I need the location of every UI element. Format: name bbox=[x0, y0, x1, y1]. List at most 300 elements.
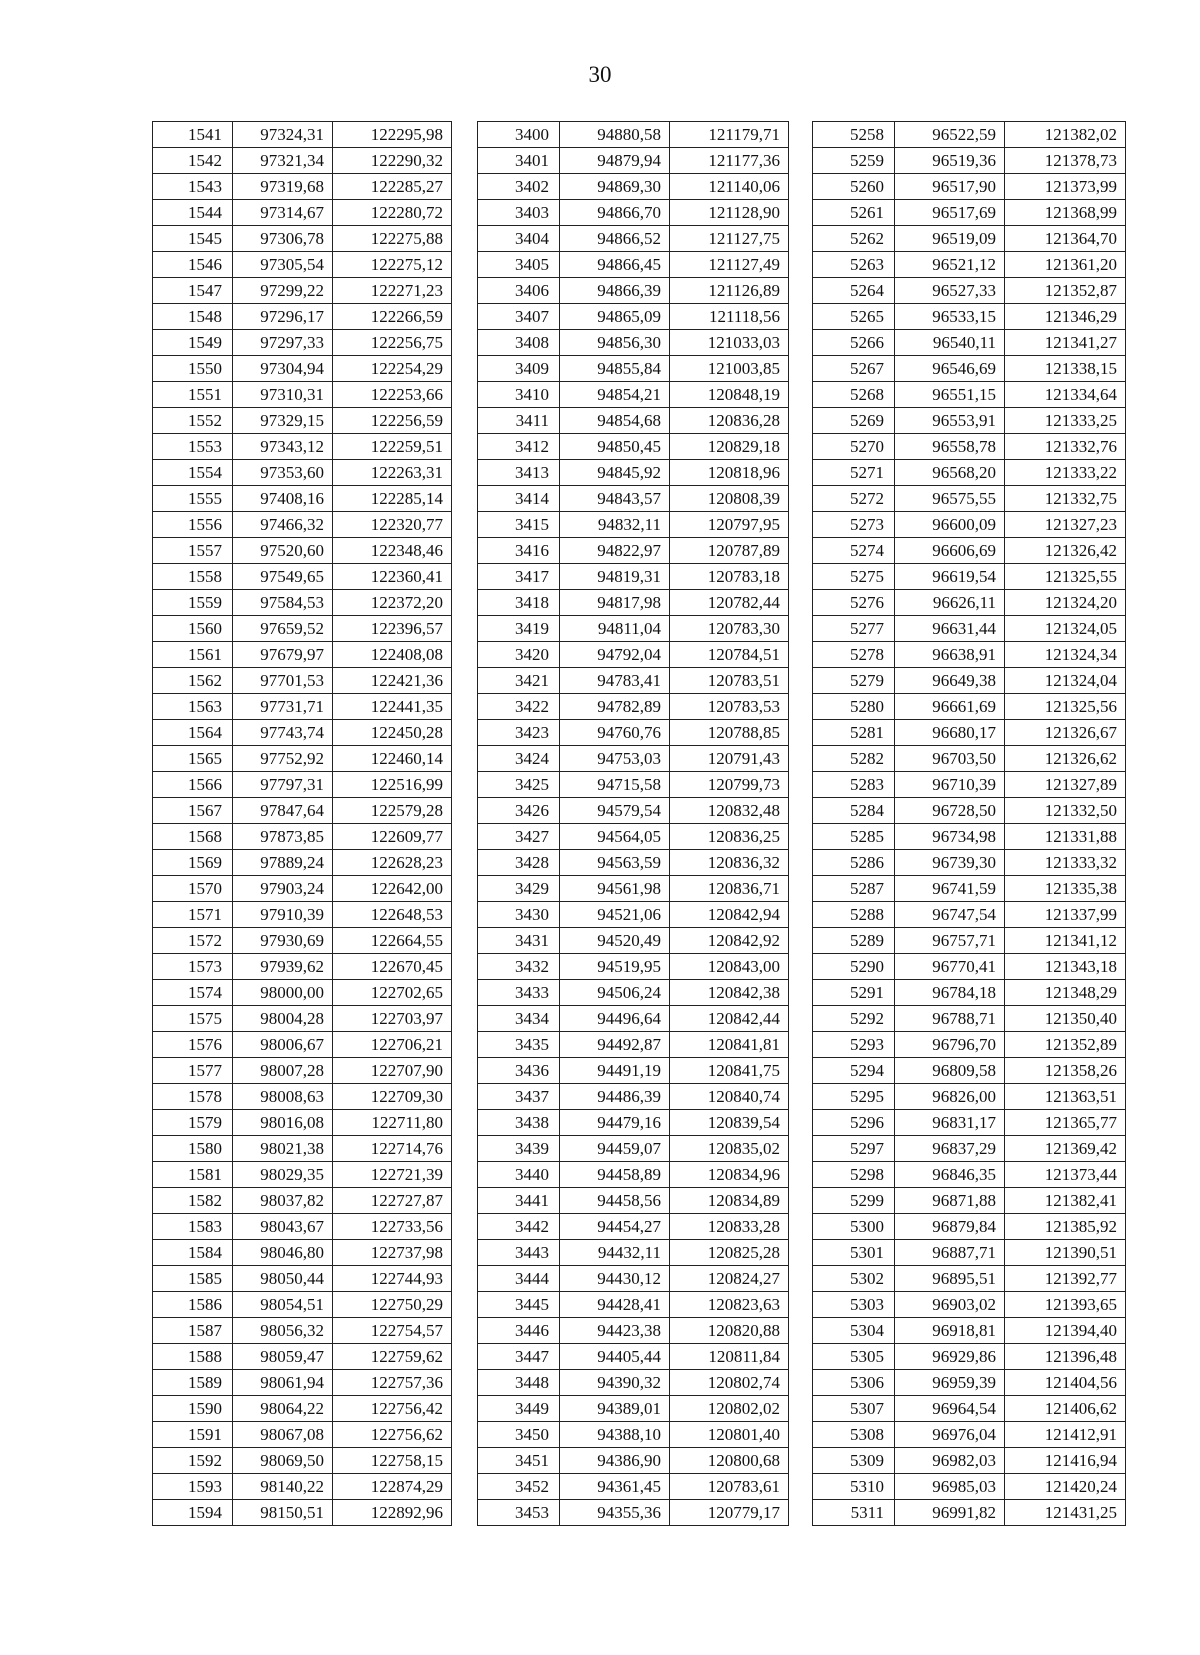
x-coordinate-cell: 97584,53 bbox=[233, 590, 333, 616]
y-coordinate-cell: 122754,57 bbox=[333, 1318, 452, 1344]
y-coordinate-cell: 122516,99 bbox=[333, 772, 452, 798]
point-number-cell: 5291 bbox=[813, 980, 895, 1006]
table-row bbox=[478, 408, 789, 434]
y-coordinate-cell: 120842,44 bbox=[670, 1006, 789, 1032]
coordinates-table-1 bbox=[152, 121, 452, 1526]
y-coordinate-cell: 121338,15 bbox=[1005, 356, 1126, 382]
y-coordinate-cell: 121326,67 bbox=[1005, 720, 1126, 746]
y-coordinate-cell: 121324,05 bbox=[1005, 616, 1126, 642]
y-coordinate-cell: 121343,18 bbox=[1005, 954, 1126, 980]
y-coordinate-cell: 120808,39 bbox=[670, 486, 789, 512]
y-coordinate-cell: 121332,50 bbox=[1005, 798, 1126, 824]
x-coordinate-cell: 98140,22 bbox=[233, 1474, 333, 1500]
y-coordinate-cell: 121140,06 bbox=[670, 174, 789, 200]
x-coordinate-cell: 96626,11 bbox=[895, 590, 1005, 616]
point-number-cell: 3404 bbox=[478, 226, 560, 252]
table-row bbox=[813, 122, 1126, 148]
point-number-cell: 3451 bbox=[478, 1448, 560, 1474]
table-row bbox=[813, 1500, 1126, 1526]
x-coordinate-cell: 94845,92 bbox=[560, 460, 670, 486]
x-coordinate-cell: 97752,92 bbox=[233, 746, 333, 772]
table-row bbox=[813, 486, 1126, 512]
table-row bbox=[153, 460, 452, 486]
y-coordinate-cell: 121416,94 bbox=[1005, 1448, 1126, 1474]
table-row bbox=[813, 356, 1126, 382]
y-coordinate-cell: 120833,28 bbox=[670, 1214, 789, 1240]
y-coordinate-cell: 120791,43 bbox=[670, 746, 789, 772]
point-number-cell: 3452 bbox=[478, 1474, 560, 1500]
y-coordinate-cell: 121334,64 bbox=[1005, 382, 1126, 408]
x-coordinate-cell: 97466,32 bbox=[233, 512, 333, 538]
y-coordinate-cell: 122396,57 bbox=[333, 616, 452, 642]
point-number-cell: 3442 bbox=[478, 1214, 560, 1240]
y-coordinate-cell: 121327,23 bbox=[1005, 512, 1126, 538]
x-coordinate-cell: 96747,54 bbox=[895, 902, 1005, 928]
point-number-cell: 1558 bbox=[153, 564, 233, 590]
point-number-cell: 5261 bbox=[813, 200, 895, 226]
table-row bbox=[153, 382, 452, 408]
table-row bbox=[153, 1110, 452, 1136]
point-number-cell: 3407 bbox=[478, 304, 560, 330]
y-coordinate-cell: 122450,28 bbox=[333, 720, 452, 746]
table-row bbox=[813, 928, 1126, 954]
table-row bbox=[813, 174, 1126, 200]
y-coordinate-cell: 120788,85 bbox=[670, 720, 789, 746]
table-row bbox=[478, 980, 789, 1006]
point-number-cell: 1571 bbox=[153, 902, 233, 928]
table-row bbox=[478, 486, 789, 512]
point-number-cell: 1555 bbox=[153, 486, 233, 512]
y-coordinate-cell: 121364,70 bbox=[1005, 226, 1126, 252]
table-row bbox=[153, 122, 452, 148]
point-number-cell: 1556 bbox=[153, 512, 233, 538]
y-coordinate-cell: 122664,55 bbox=[333, 928, 452, 954]
table-row bbox=[153, 1006, 452, 1032]
x-coordinate-cell: 96661,69 bbox=[895, 694, 1005, 720]
point-number-cell: 1585 bbox=[153, 1266, 233, 1292]
table-row bbox=[153, 642, 452, 668]
y-coordinate-cell: 121127,49 bbox=[670, 252, 789, 278]
x-coordinate-cell: 97903,24 bbox=[233, 876, 333, 902]
point-number-cell: 1568 bbox=[153, 824, 233, 850]
point-number-cell: 1587 bbox=[153, 1318, 233, 1344]
y-coordinate-cell: 121352,87 bbox=[1005, 278, 1126, 304]
table-row bbox=[478, 434, 789, 460]
y-coordinate-cell: 120825,28 bbox=[670, 1240, 789, 1266]
x-coordinate-cell: 98000,00 bbox=[233, 980, 333, 1006]
x-coordinate-cell: 96522,59 bbox=[895, 122, 1005, 148]
table-row bbox=[478, 564, 789, 590]
y-coordinate-cell: 121406,62 bbox=[1005, 1396, 1126, 1422]
x-coordinate-cell: 94866,70 bbox=[560, 200, 670, 226]
x-coordinate-cell: 94869,30 bbox=[560, 174, 670, 200]
table-row bbox=[153, 1266, 452, 1292]
point-number-cell: 5269 bbox=[813, 408, 895, 434]
y-coordinate-cell: 121003,85 bbox=[670, 356, 789, 382]
point-number-cell: 3428 bbox=[478, 850, 560, 876]
table-row bbox=[153, 1188, 452, 1214]
x-coordinate-cell: 97304,94 bbox=[233, 356, 333, 382]
point-number-cell: 5285 bbox=[813, 824, 895, 850]
x-coordinate-cell: 94856,30 bbox=[560, 330, 670, 356]
x-coordinate-cell: 98004,28 bbox=[233, 1006, 333, 1032]
point-number-cell: 3446 bbox=[478, 1318, 560, 1344]
x-coordinate-cell: 98069,50 bbox=[233, 1448, 333, 1474]
x-coordinate-cell: 94854,68 bbox=[560, 408, 670, 434]
table-row bbox=[813, 616, 1126, 642]
y-coordinate-cell: 121331,88 bbox=[1005, 824, 1126, 850]
x-coordinate-cell: 94880,58 bbox=[560, 122, 670, 148]
y-coordinate-cell: 121350,40 bbox=[1005, 1006, 1126, 1032]
point-number-cell: 5290 bbox=[813, 954, 895, 980]
table-row bbox=[153, 1318, 452, 1344]
y-coordinate-cell: 122256,59 bbox=[333, 408, 452, 434]
y-coordinate-cell: 122714,76 bbox=[333, 1136, 452, 1162]
y-coordinate-cell: 121126,89 bbox=[670, 278, 789, 304]
y-coordinate-cell: 121327,89 bbox=[1005, 772, 1126, 798]
table-row bbox=[153, 304, 452, 330]
point-number-cell: 1547 bbox=[153, 278, 233, 304]
y-coordinate-cell: 120842,38 bbox=[670, 980, 789, 1006]
coordinates-table-3 bbox=[812, 121, 1126, 1526]
table-row bbox=[813, 1214, 1126, 1240]
x-coordinate-cell: 97296,17 bbox=[233, 304, 333, 330]
table-row bbox=[153, 330, 452, 356]
point-number-cell: 1570 bbox=[153, 876, 233, 902]
x-coordinate-cell: 94521,06 bbox=[560, 902, 670, 928]
x-coordinate-cell: 94454,27 bbox=[560, 1214, 670, 1240]
x-coordinate-cell: 94491,19 bbox=[560, 1058, 670, 1084]
table-row bbox=[813, 278, 1126, 304]
table-row bbox=[478, 746, 789, 772]
table-row bbox=[813, 1188, 1126, 1214]
table-row bbox=[153, 1500, 452, 1526]
y-coordinate-cell: 121333,32 bbox=[1005, 850, 1126, 876]
x-coordinate-cell: 97910,39 bbox=[233, 902, 333, 928]
y-coordinate-cell: 122579,28 bbox=[333, 798, 452, 824]
y-coordinate-cell: 120835,02 bbox=[670, 1136, 789, 1162]
y-coordinate-cell: 120840,74 bbox=[670, 1084, 789, 1110]
x-coordinate-cell: 96553,91 bbox=[895, 408, 1005, 434]
y-coordinate-cell: 122750,29 bbox=[333, 1292, 452, 1318]
x-coordinate-cell: 97731,71 bbox=[233, 694, 333, 720]
table-row bbox=[478, 1058, 789, 1084]
table-row bbox=[478, 824, 789, 850]
x-coordinate-cell: 94564,05 bbox=[560, 824, 670, 850]
x-coordinate-cell: 96519,09 bbox=[895, 226, 1005, 252]
y-coordinate-cell: 122441,35 bbox=[333, 694, 452, 720]
point-number-cell: 1543 bbox=[153, 174, 233, 200]
y-coordinate-cell: 121324,04 bbox=[1005, 668, 1126, 694]
table-row bbox=[478, 1214, 789, 1240]
y-coordinate-cell: 121373,99 bbox=[1005, 174, 1126, 200]
point-number-cell: 1573 bbox=[153, 954, 233, 980]
table-row bbox=[813, 798, 1126, 824]
y-coordinate-cell: 121363,51 bbox=[1005, 1084, 1126, 1110]
point-number-cell: 3412 bbox=[478, 434, 560, 460]
y-coordinate-cell: 120820,88 bbox=[670, 1318, 789, 1344]
point-number-cell: 5272 bbox=[813, 486, 895, 512]
x-coordinate-cell: 97310,31 bbox=[233, 382, 333, 408]
point-number-cell: 1581 bbox=[153, 1162, 233, 1188]
table-row bbox=[478, 616, 789, 642]
x-coordinate-cell: 96871,88 bbox=[895, 1188, 1005, 1214]
y-coordinate-cell: 120818,96 bbox=[670, 460, 789, 486]
y-coordinate-cell: 121326,62 bbox=[1005, 746, 1126, 772]
point-number-cell: 1542 bbox=[153, 148, 233, 174]
point-number-cell: 1592 bbox=[153, 1448, 233, 1474]
y-coordinate-cell: 120783,53 bbox=[670, 694, 789, 720]
y-coordinate-cell: 120839,54 bbox=[670, 1110, 789, 1136]
x-coordinate-cell: 94782,89 bbox=[560, 694, 670, 720]
x-coordinate-cell: 97299,22 bbox=[233, 278, 333, 304]
table-row bbox=[153, 798, 452, 824]
x-coordinate-cell: 97659,52 bbox=[233, 616, 333, 642]
table-row bbox=[478, 304, 789, 330]
y-coordinate-cell: 121341,27 bbox=[1005, 330, 1126, 356]
table-row bbox=[153, 1474, 452, 1500]
y-coordinate-cell: 122744,93 bbox=[333, 1266, 452, 1292]
point-number-cell: 5258 bbox=[813, 122, 895, 148]
y-coordinate-cell: 120783,30 bbox=[670, 616, 789, 642]
y-coordinate-cell: 121333,22 bbox=[1005, 460, 1126, 486]
x-coordinate-cell: 98046,80 bbox=[233, 1240, 333, 1266]
x-coordinate-cell: 96649,38 bbox=[895, 668, 1005, 694]
x-coordinate-cell: 94458,56 bbox=[560, 1188, 670, 1214]
y-coordinate-cell: 121348,29 bbox=[1005, 980, 1126, 1006]
point-number-cell: 5288 bbox=[813, 902, 895, 928]
x-coordinate-cell: 96809,58 bbox=[895, 1058, 1005, 1084]
x-coordinate-cell: 98059,47 bbox=[233, 1344, 333, 1370]
x-coordinate-cell: 94811,04 bbox=[560, 616, 670, 642]
y-coordinate-cell: 121326,42 bbox=[1005, 538, 1126, 564]
x-coordinate-cell: 94865,09 bbox=[560, 304, 670, 330]
x-coordinate-cell: 96964,54 bbox=[895, 1396, 1005, 1422]
x-coordinate-cell: 96517,90 bbox=[895, 174, 1005, 200]
point-number-cell: 1593 bbox=[153, 1474, 233, 1500]
table-row bbox=[153, 824, 452, 850]
x-coordinate-cell: 94496,64 bbox=[560, 1006, 670, 1032]
point-number-cell: 1561 bbox=[153, 642, 233, 668]
point-number-cell: 5294 bbox=[813, 1058, 895, 1084]
y-coordinate-cell: 121127,75 bbox=[670, 226, 789, 252]
y-coordinate-cell: 120836,32 bbox=[670, 850, 789, 876]
x-coordinate-cell: 96831,17 bbox=[895, 1110, 1005, 1136]
x-coordinate-cell: 97797,31 bbox=[233, 772, 333, 798]
point-number-cell: 1580 bbox=[153, 1136, 233, 1162]
table-row bbox=[813, 1344, 1126, 1370]
y-coordinate-cell: 121346,29 bbox=[1005, 304, 1126, 330]
y-coordinate-cell: 121325,55 bbox=[1005, 564, 1126, 590]
point-number-cell: 5287 bbox=[813, 876, 895, 902]
point-number-cell: 5271 bbox=[813, 460, 895, 486]
x-coordinate-cell: 96903,02 bbox=[895, 1292, 1005, 1318]
table-row bbox=[478, 1500, 789, 1526]
table-row bbox=[153, 746, 452, 772]
y-coordinate-cell: 121373,44 bbox=[1005, 1162, 1126, 1188]
table-row bbox=[153, 356, 452, 382]
table-row bbox=[813, 1396, 1126, 1422]
x-coordinate-cell: 96846,35 bbox=[895, 1162, 1005, 1188]
y-coordinate-cell: 121431,25 bbox=[1005, 1500, 1126, 1526]
table-row bbox=[153, 1292, 452, 1318]
y-coordinate-cell: 122758,15 bbox=[333, 1448, 452, 1474]
table-row bbox=[478, 772, 789, 798]
y-coordinate-cell: 120787,89 bbox=[670, 538, 789, 564]
table-row bbox=[478, 850, 789, 876]
table-row bbox=[813, 1474, 1126, 1500]
x-coordinate-cell: 96619,54 bbox=[895, 564, 1005, 590]
table-row bbox=[478, 1396, 789, 1422]
x-coordinate-cell: 96703,50 bbox=[895, 746, 1005, 772]
table-row bbox=[813, 408, 1126, 434]
table-row bbox=[813, 382, 1126, 408]
point-number-cell: 5295 bbox=[813, 1084, 895, 1110]
point-number-cell: 5273 bbox=[813, 512, 895, 538]
point-number-cell: 5262 bbox=[813, 226, 895, 252]
table-row bbox=[813, 1422, 1126, 1448]
x-coordinate-cell: 94405,44 bbox=[560, 1344, 670, 1370]
x-coordinate-cell: 94819,31 bbox=[560, 564, 670, 590]
point-number-cell: 5293 bbox=[813, 1032, 895, 1058]
y-coordinate-cell: 121412,91 bbox=[1005, 1422, 1126, 1448]
x-coordinate-cell: 94520,49 bbox=[560, 928, 670, 954]
point-number-cell: 5309 bbox=[813, 1448, 895, 1474]
x-coordinate-cell: 94753,03 bbox=[560, 746, 670, 772]
point-number-cell: 3411 bbox=[478, 408, 560, 434]
x-coordinate-cell: 96739,30 bbox=[895, 850, 1005, 876]
y-coordinate-cell: 120832,48 bbox=[670, 798, 789, 824]
table-row bbox=[153, 1448, 452, 1474]
table-row bbox=[153, 720, 452, 746]
x-coordinate-cell: 98067,08 bbox=[233, 1422, 333, 1448]
table-row bbox=[478, 642, 789, 668]
x-coordinate-cell: 94389,01 bbox=[560, 1396, 670, 1422]
table-row bbox=[478, 1422, 789, 1448]
y-coordinate-cell: 122275,12 bbox=[333, 252, 452, 278]
y-coordinate-cell: 121378,73 bbox=[1005, 148, 1126, 174]
x-coordinate-cell: 94792,04 bbox=[560, 642, 670, 668]
x-coordinate-cell: 97305,54 bbox=[233, 252, 333, 278]
x-coordinate-cell: 94423,38 bbox=[560, 1318, 670, 1344]
table-row bbox=[813, 1032, 1126, 1058]
y-coordinate-cell: 121332,75 bbox=[1005, 486, 1126, 512]
point-number-cell: 5301 bbox=[813, 1240, 895, 1266]
table-row bbox=[153, 954, 452, 980]
x-coordinate-cell: 96976,04 bbox=[895, 1422, 1005, 1448]
point-number-cell: 3418 bbox=[478, 590, 560, 616]
point-number-cell: 5263 bbox=[813, 252, 895, 278]
x-coordinate-cell: 94850,45 bbox=[560, 434, 670, 460]
x-coordinate-cell: 94561,98 bbox=[560, 876, 670, 902]
x-coordinate-cell: 94506,24 bbox=[560, 980, 670, 1006]
table-row bbox=[153, 486, 452, 512]
y-coordinate-cell: 122874,29 bbox=[333, 1474, 452, 1500]
y-coordinate-cell: 122460,14 bbox=[333, 746, 452, 772]
y-coordinate-cell: 120823,63 bbox=[670, 1292, 789, 1318]
x-coordinate-cell: 98016,08 bbox=[233, 1110, 333, 1136]
y-coordinate-cell: 122263,31 bbox=[333, 460, 452, 486]
point-number-cell: 5286 bbox=[813, 850, 895, 876]
point-number-cell: 1560 bbox=[153, 616, 233, 642]
table-row bbox=[478, 122, 789, 148]
point-number-cell: 1546 bbox=[153, 252, 233, 278]
point-number-cell: 5297 bbox=[813, 1136, 895, 1162]
x-coordinate-cell: 96929,86 bbox=[895, 1344, 1005, 1370]
point-number-cell: 5296 bbox=[813, 1110, 895, 1136]
table-row bbox=[478, 1240, 789, 1266]
x-coordinate-cell: 96991,82 bbox=[895, 1500, 1005, 1526]
x-coordinate-cell: 97873,85 bbox=[233, 824, 333, 850]
x-coordinate-cell: 97408,16 bbox=[233, 486, 333, 512]
x-coordinate-cell: 98037,82 bbox=[233, 1188, 333, 1214]
table-row bbox=[478, 1318, 789, 1344]
point-number-cell: 3449 bbox=[478, 1396, 560, 1422]
table-row bbox=[813, 1136, 1126, 1162]
page-number: 30 bbox=[588, 62, 612, 87]
table-row bbox=[478, 1162, 789, 1188]
y-coordinate-cell: 120841,75 bbox=[670, 1058, 789, 1084]
y-coordinate-cell: 120836,28 bbox=[670, 408, 789, 434]
point-number-cell: 1572 bbox=[153, 928, 233, 954]
x-coordinate-cell: 96788,71 bbox=[895, 1006, 1005, 1032]
x-coordinate-cell: 94492,87 bbox=[560, 1032, 670, 1058]
table-row bbox=[478, 1292, 789, 1318]
x-coordinate-cell: 98029,35 bbox=[233, 1162, 333, 1188]
table-row bbox=[813, 1292, 1126, 1318]
x-coordinate-cell: 96895,51 bbox=[895, 1266, 1005, 1292]
point-number-cell: 1567 bbox=[153, 798, 233, 824]
x-coordinate-cell: 98056,32 bbox=[233, 1318, 333, 1344]
y-coordinate-cell: 122408,08 bbox=[333, 642, 452, 668]
x-coordinate-cell: 94386,90 bbox=[560, 1448, 670, 1474]
x-coordinate-cell: 94817,98 bbox=[560, 590, 670, 616]
table-row bbox=[153, 252, 452, 278]
point-number-cell: 3421 bbox=[478, 668, 560, 694]
y-coordinate-cell: 122727,87 bbox=[333, 1188, 452, 1214]
x-coordinate-cell: 96551,15 bbox=[895, 382, 1005, 408]
table-row bbox=[813, 1162, 1126, 1188]
y-coordinate-cell: 121335,38 bbox=[1005, 876, 1126, 902]
table-row bbox=[153, 850, 452, 876]
y-coordinate-cell: 121361,20 bbox=[1005, 252, 1126, 278]
x-coordinate-cell: 94783,41 bbox=[560, 668, 670, 694]
table-row bbox=[153, 174, 452, 200]
point-number-cell: 3448 bbox=[478, 1370, 560, 1396]
table-row bbox=[153, 668, 452, 694]
point-number-cell: 3426 bbox=[478, 798, 560, 824]
point-number-cell: 5298 bbox=[813, 1162, 895, 1188]
point-number-cell: 3427 bbox=[478, 824, 560, 850]
x-coordinate-cell: 98006,67 bbox=[233, 1032, 333, 1058]
x-coordinate-cell: 94760,76 bbox=[560, 720, 670, 746]
y-coordinate-cell: 121394,40 bbox=[1005, 1318, 1126, 1344]
table-row bbox=[813, 668, 1126, 694]
table-row bbox=[813, 1240, 1126, 1266]
table-row bbox=[813, 980, 1126, 1006]
x-coordinate-cell: 94866,52 bbox=[560, 226, 670, 252]
y-coordinate-cell: 120842,94 bbox=[670, 902, 789, 928]
point-number-cell: 5305 bbox=[813, 1344, 895, 1370]
y-coordinate-cell: 121396,48 bbox=[1005, 1344, 1126, 1370]
x-coordinate-cell: 94486,39 bbox=[560, 1084, 670, 1110]
y-coordinate-cell: 120779,17 bbox=[670, 1500, 789, 1526]
point-number-cell: 5267 bbox=[813, 356, 895, 382]
point-number-cell: 1584 bbox=[153, 1240, 233, 1266]
point-number-cell: 3430 bbox=[478, 902, 560, 928]
x-coordinate-cell: 97679,97 bbox=[233, 642, 333, 668]
table-row bbox=[478, 1266, 789, 1292]
